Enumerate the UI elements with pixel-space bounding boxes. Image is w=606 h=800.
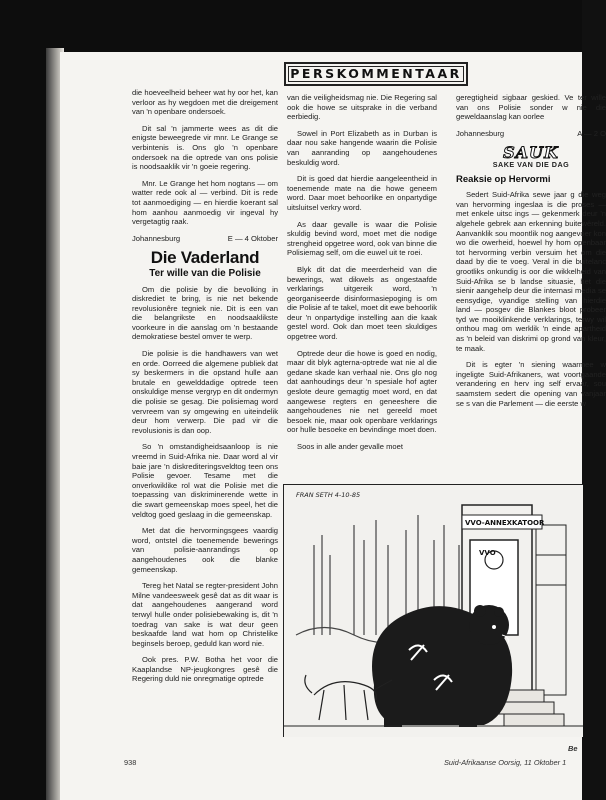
signature-date: A — 2 O xyxy=(577,128,606,138)
cartoon-drawing xyxy=(284,485,583,737)
door-label: VVO xyxy=(479,549,496,557)
column-1 xyxy=(132,88,278,691)
small-animal xyxy=(305,675,377,720)
publication-source: Suid-Afrikaanse Oorsig, 11 Oktober 1 xyxy=(444,758,567,767)
paragraph: As daar gevalle is waar die Polisie skuldig bevind word, moet met die nodige strengheid opgetree word, ook van binne die Polisiemag self, om die euwel uit te roei. xyxy=(287,219,437,258)
signature-line xyxy=(132,234,278,244)
sign-text: VVO-ANNEXKATOOR xyxy=(465,519,545,527)
sauk-logo: SAUK xyxy=(503,143,559,163)
paragraph: geregtigheid sigbaar geskied. Ve ter wille van ons Polisie sonder w nie die geweldaanslag kan oorlee xyxy=(456,93,606,122)
paragraph: die hoeveelheid beheer wat hy oor het, kan verloor as hy wegdoen met die dreigement van 'n openbare ondersoek. xyxy=(132,88,278,117)
paragraph: Blyk dit dat die meerderheid van die bewerings, wat dikwels as ongestaafde verklarings uitgereik word, 'n georganiseerde disinformasiepoging is om die Polisie af te takel, moet dit ewe behoorlik deur 'n onpartydige instelling aan die kaak gestel word. Ook dan moet teen skuldiges opgetree word. xyxy=(287,264,437,342)
sauk-subtitle: SAKE VAN DIE DAG xyxy=(492,159,570,169)
paragraph: van die veiligheidsmag nie. Die Regering sal ook die howe se uitsprake in die verband eerbiedig. xyxy=(287,93,437,122)
signature-city: Johannesburg xyxy=(132,233,181,243)
bear-figure xyxy=(372,605,512,727)
corner-caption: Be xyxy=(568,744,578,753)
paragraph: Sowel in Port Elizabeth as in Durban is daar nou sake hangende waarin die Polisie van aanranding op aangehoudenes beskuldig word. xyxy=(287,128,437,167)
paragraph: Mnr. Le Grange het hom nogtans — om watter rede ook al — verbind. Dit is rede tot aanmoediging — en hierdie koerant sal hom aanhou aanmoedig vir ingeval hy vergetagtig raak. xyxy=(132,178,278,227)
section-banner: PERSKOMMENTAAR xyxy=(284,62,468,86)
newspaper-title: Die Vaderland xyxy=(150,248,260,268)
paragraph: Soos in alle ander gevalle moet xyxy=(297,442,403,451)
page-number: 938 xyxy=(124,758,137,767)
signature-city: Johannesburg xyxy=(456,128,505,138)
paragraph: Die polisie is die handhawers van wet en orde. Oorreed die algemene publiek dat sy beskermers in die opstand hulle aan brutale en gewelddadige optrede teen onskuldige mense vergryp en dit ondermyn die polisie se gesag. Die polisiemag word vervreem van sy omgewing en uiteindelik deur hom verwerp. Die pad vir die revolusionis is dan oop. xyxy=(132,349,278,435)
paragraph: Optrede deur die howe is goed en nodig, maar dit blyk agterna-optrede wat nie al die gedane skade kan verhaal nie. Ons glo nog dat aanhoudings deur 'n spesiale hof agter geslote deure gemagtig moet word, en dat aangewese regters en geneeshere die aangehoudenes nie net gereeld moet besoek nie, maar ook openbare verklarings oor hulle besoeke en bevindinge moet doen. xyxy=(287,348,437,435)
paragraph: Met dat die hervormingsgees vaardig word, ontstel die toenemende bewerings van polisie-aanrandings op aangehoudenes ook die blanke gemeenskap. xyxy=(132,526,278,574)
paragraph: Dit is goed dat hierdie aangeleentheid in toenemende mate na die howe geneem word. Daar moet behoorlike en onpartydige uitsluitsel verkry word. xyxy=(287,174,437,212)
signature-date: E — 4 Oktober xyxy=(227,233,278,243)
signature-line xyxy=(456,129,606,139)
cartoonist-signature: FRAN SETH 4-10-85 xyxy=(296,491,361,499)
column-3 xyxy=(456,93,606,415)
political-cartoon xyxy=(283,484,583,737)
paragraph: Dit is egter 'n siening waarmee w ingeligte Suid-Afrikaners, wat voortgaande verandering en herv ing self ervaar, sou saamstem sedert die opening van vanjaar se s van die Parlement — die eerste w xyxy=(456,360,606,408)
column-3-clip xyxy=(454,88,606,488)
paragraph: Tereg het Natal se regter-president John Milne vandeesweek gesê dat as dit waar is dat aangehoudenes aangerand word terwyl hulle onder polisiebewaking is, dit 'n toedrag van sake is wat deur geen beskaafde land wat hom op Christelike beginsels beroep, geduld kan word nie. xyxy=(132,581,278,648)
editorial-headline: Reaksie op Hervormi xyxy=(456,173,551,185)
paragraph: Dit sal 'n jammerte wees as dit die enigste beweegrede vir mnr. Le Grange se verbintenis is. Ons glo 'n openbare ondersoek na die optrede van ons polisie is noodsaaklik vir 'n goeie regering. xyxy=(132,123,278,172)
paragraph: Ook pres. P.W. Botha het voor die Kaaplandse NP-jeugkongres gesê die Regering duld nie onregmatige optrede xyxy=(132,655,278,684)
editorial-headline: Ter wille van die Polisie xyxy=(149,267,261,279)
paragraph: Sedert Suid-Afrika sewe jaar g die weg van hervorming ingeslaa is die proses — met enkele uitsc ings — gekenmerk deur 'n algehele gebrek aan erkenning buitewêreld. Aanvanklik sou moontlik nog aangevoer kon wo die owerheid, hoewel hy hom openbaar tot hervorming verbin versuim het om die daad by die te voeg. Veral in die buitelanc grootliks onkundig is oor die wikkelheid van Suid-Afrika se b landse situasie, het die sienir aangehelp deur die internasi media se eensydige, vyandige stelling van hierdie land — posgev die Blankes bloot probeer tyd we mooiklinkende verklarings, terwy wil onthou mag om werklik 'n einde apartheid as 'n beleid van diskrimi op grond van kleur, te maak. xyxy=(456,190,606,353)
paragraph: Om die polisie by die bevolking in diskrediet te bring, is nie net bekende revolusionêre tegniek nie. Dit is een van die belangrikste en noodsaaklikste voorkeure in die aanslag om 'n bestaande demokratiese bestel omver te werp. xyxy=(132,284,278,342)
column-2 xyxy=(287,93,437,459)
paragraph: So 'n omstandigheidsaanloop is nie vreemd in Suid-Afrika nie. Daar word al vir baie jare 'n diskrediteringsveldtog teen ons Polisie gevoer. Tesame met die onverkwiklike rol wat die Polisie met die toepassing van diskriminerende wette in die swart gemeenskap moes speel, het die veldtog goed geslaag in die gemeenskap. xyxy=(132,442,278,519)
